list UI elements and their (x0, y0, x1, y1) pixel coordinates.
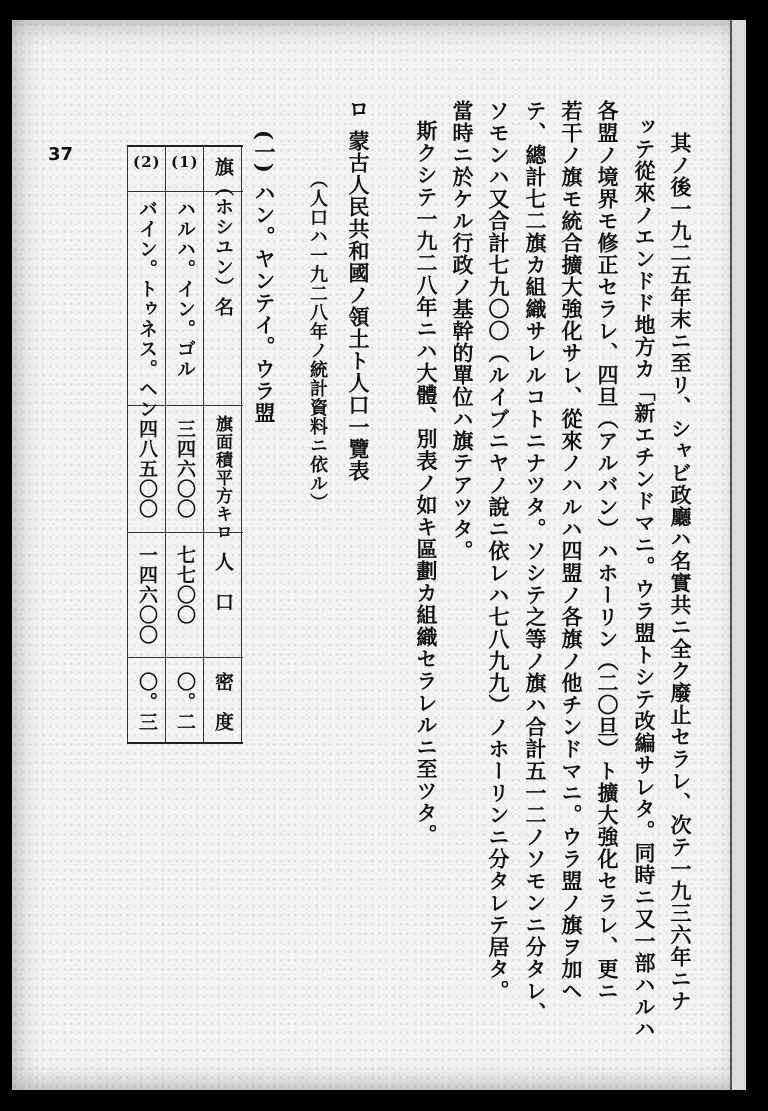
table-divider (127, 657, 243, 658)
header-density: 密 度 (212, 672, 234, 732)
row-1-population: 七七〇〇 (174, 545, 196, 625)
body-column-1: 其ノ後一九二五年末ニ至リ、シャビ政廳ハ名實共ニ全ク廢止セラレ、次テ一九三六年ニナ (668, 132, 693, 1012)
body-column-6: ソモンハ又合計七九〇〇（ルイブニヤノ說ニ依レハ七八九九）ノホーリンニ分タレテ居タ。 (486, 100, 511, 1002)
row-1-area: 三四六〇〇 (174, 419, 196, 519)
row-1-density: 〇。二 (174, 672, 196, 732)
section-marker: ロ (346, 98, 371, 120)
statistics-table (127, 145, 243, 744)
body-column-5: テ、總計七二旗カ組織サレルコトニナツタ。ソシテ之等ノ旗ハ合計五一二ノソモンニ分タレ、 (523, 100, 548, 1024)
document-page (12, 20, 744, 1090)
table-divider (165, 147, 166, 742)
body-column-4: 若干ノ旗モ統合擴大強化サレ、從來ノハルハ四盟ノ各旗ノ他チンドマニ。ウラ盟ノ旗ヲ加ヘ (559, 100, 584, 1002)
body-column-3: 各盟ノ境界モ修正セラレ、四旦（アルバン）ハホーリン（二〇旦）ト擴大強化セラレ、更ニ (595, 100, 620, 1002)
body-column-7: 當時ニ於ケル行政ノ基幹的單位ハ旗テアツタ。 (450, 100, 475, 562)
row-1-number: (1) (171, 153, 199, 171)
row-2-population: 一四六〇〇 (136, 545, 158, 645)
subsection-title: (一) ハン。ヤンテイ。ウラ盟 (252, 130, 277, 425)
page-edge (730, 20, 746, 1090)
body-column-2: ッテ從來ノエンドド地方カ「新エチンドマニ。ウラ盟トシテ改編サレタ。同時ニ又一部ハルハ (632, 116, 657, 1040)
row-2-number: (2) (133, 153, 161, 171)
page-number: 37 (48, 144, 74, 165)
row-1-name: ハルハ。イン。ゴル (174, 199, 196, 379)
row-2-name: バイン。トゥネス。ヘン (136, 199, 158, 419)
table-divider (203, 147, 204, 742)
table-border-right (241, 147, 242, 742)
table-border-left (127, 147, 128, 742)
row-2-density: 〇。三 (136, 672, 158, 732)
section-title: 蒙古人民共和國ノ領土ト人口一覽表 (346, 130, 371, 482)
body-column-8: 斯クシテ一九二八年ニハ大體、別表ノ如キ區劃カ組織セラレルニ至ツタ。 (414, 120, 439, 846)
header-population: 人 口 (212, 552, 234, 612)
section-note: （人口ハ一九二八年ノ統計資料ニ依ル） (307, 170, 328, 512)
header-area: 旗面積平方キロ (212, 415, 232, 541)
row-2-area: 四八五〇〇 (136, 419, 158, 519)
header-name: 旗（ホシユン）名 (212, 157, 234, 317)
